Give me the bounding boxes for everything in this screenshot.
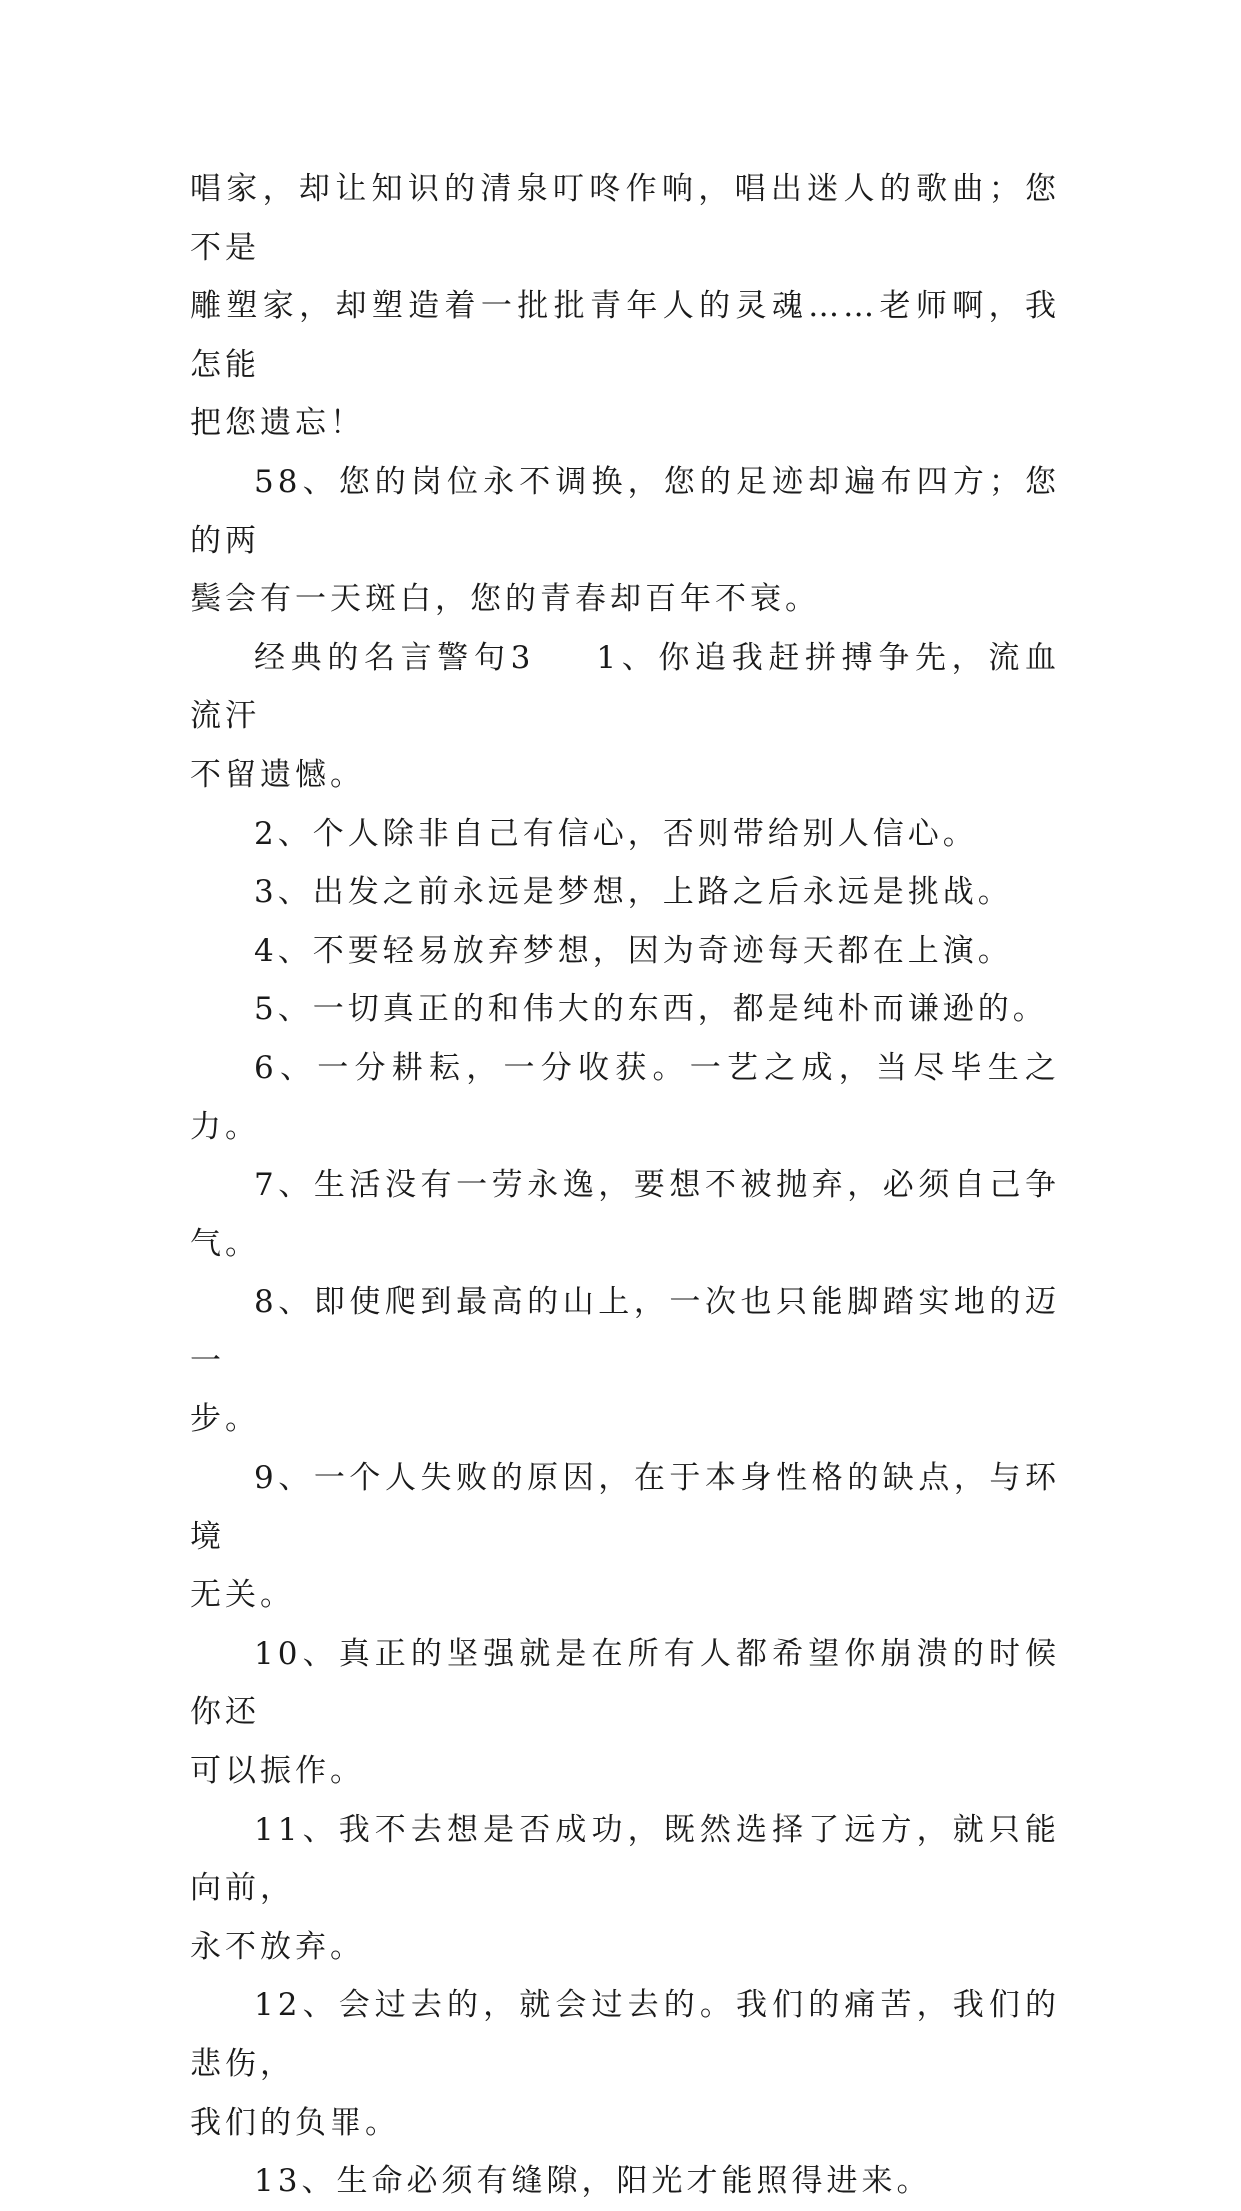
paragraph — [190, 980, 1060, 1039]
text-line: 步。 — [190, 1401, 260, 1438]
text-line: 唱家，却让知识的清泉叮咚作响，唱出迷人的歌曲；您不是 — [190, 171, 1060, 266]
document-body — [190, 160, 1060, 2211]
paragraph — [190, 863, 1060, 922]
text-line: 1、你追我赶拼搏争先，流血流汗 — [190, 639, 1060, 735]
text-line: 不留遗憾。 — [190, 756, 365, 793]
text-line: 11、我不去想是否成功，既然选择了远方，就只能向前， — [190, 1811, 1060, 1907]
text-line: 8、即使爬到最高的山上，一次也只能脚踏实地的迈一 — [190, 1284, 1060, 1379]
paragraph — [190, 1156, 1060, 1273]
text-line: 鬓会有一天斑白，您的青春却百年不衰。 — [190, 581, 820, 618]
text-line: 9、一个人失败的原因，在于本身性格的缺点，与环境 — [190, 1460, 1060, 1555]
paragraph — [190, 1039, 1060, 1156]
paragraph — [190, 1273, 1060, 1449]
text-line: 可以振作。 — [190, 1753, 365, 1790]
paragraph — [190, 805, 1060, 864]
text-line: 58、您的岗位永不调换，您的足迹却遍布四方；您的两 — [190, 463, 1060, 559]
text-line: 3、出发之前永远是梦想，上路之后永远是挑战。 — [254, 874, 1013, 911]
paragraph — [190, 1449, 1060, 1625]
paragraph — [190, 1625, 1060, 1801]
paragraph — [190, 160, 1060, 453]
paragraph — [190, 629, 1060, 805]
paragraph — [190, 453, 1060, 629]
text-line: 13、生命必须有缝隙，阳光才能照得进来。 — [254, 2163, 932, 2200]
text-line: 5、一切真正的和伟大的东西，都是纯朴而谦逊的。 — [254, 991, 1048, 1028]
text-line: 我们的负罪。 — [190, 2104, 400, 2141]
text-line: 2、个人除非自己有信心，否则带给别人信心。 — [254, 815, 978, 852]
text-line: 无关。 — [190, 1577, 295, 1614]
text-line: 10、真正的坚强就是在所有人都希望你崩溃的时候你还 — [190, 1635, 1060, 1731]
paragraph — [190, 2152, 1060, 2211]
text-line: 雕塑家，却塑造着一批批青年人的灵魂……老师啊，我怎能 — [190, 288, 1060, 383]
section-heading: 经典的名言警句3 — [254, 639, 535, 676]
text-line: 6、一分耕耘，一分收获。一艺之成，当尽毕生之力。 — [190, 1049, 1060, 1145]
paragraph — [190, 922, 1060, 981]
text-line: 4、不要轻易放弃梦想，因为奇迹每天都在上演。 — [254, 932, 1013, 969]
paragraph — [190, 1801, 1060, 1977]
paragraph — [190, 1976, 1060, 2152]
text-line: 12、会过去的，就会过去的。我们的痛苦，我们的悲伤， — [190, 1987, 1060, 2082]
text-line: 7、生活没有一劳永逸，要想不被抛弃，必须自己争气。 — [190, 1167, 1060, 1262]
text-line: 把您遗忘！ — [190, 405, 365, 442]
text-line: 永不放弃。 — [190, 1928, 365, 1965]
